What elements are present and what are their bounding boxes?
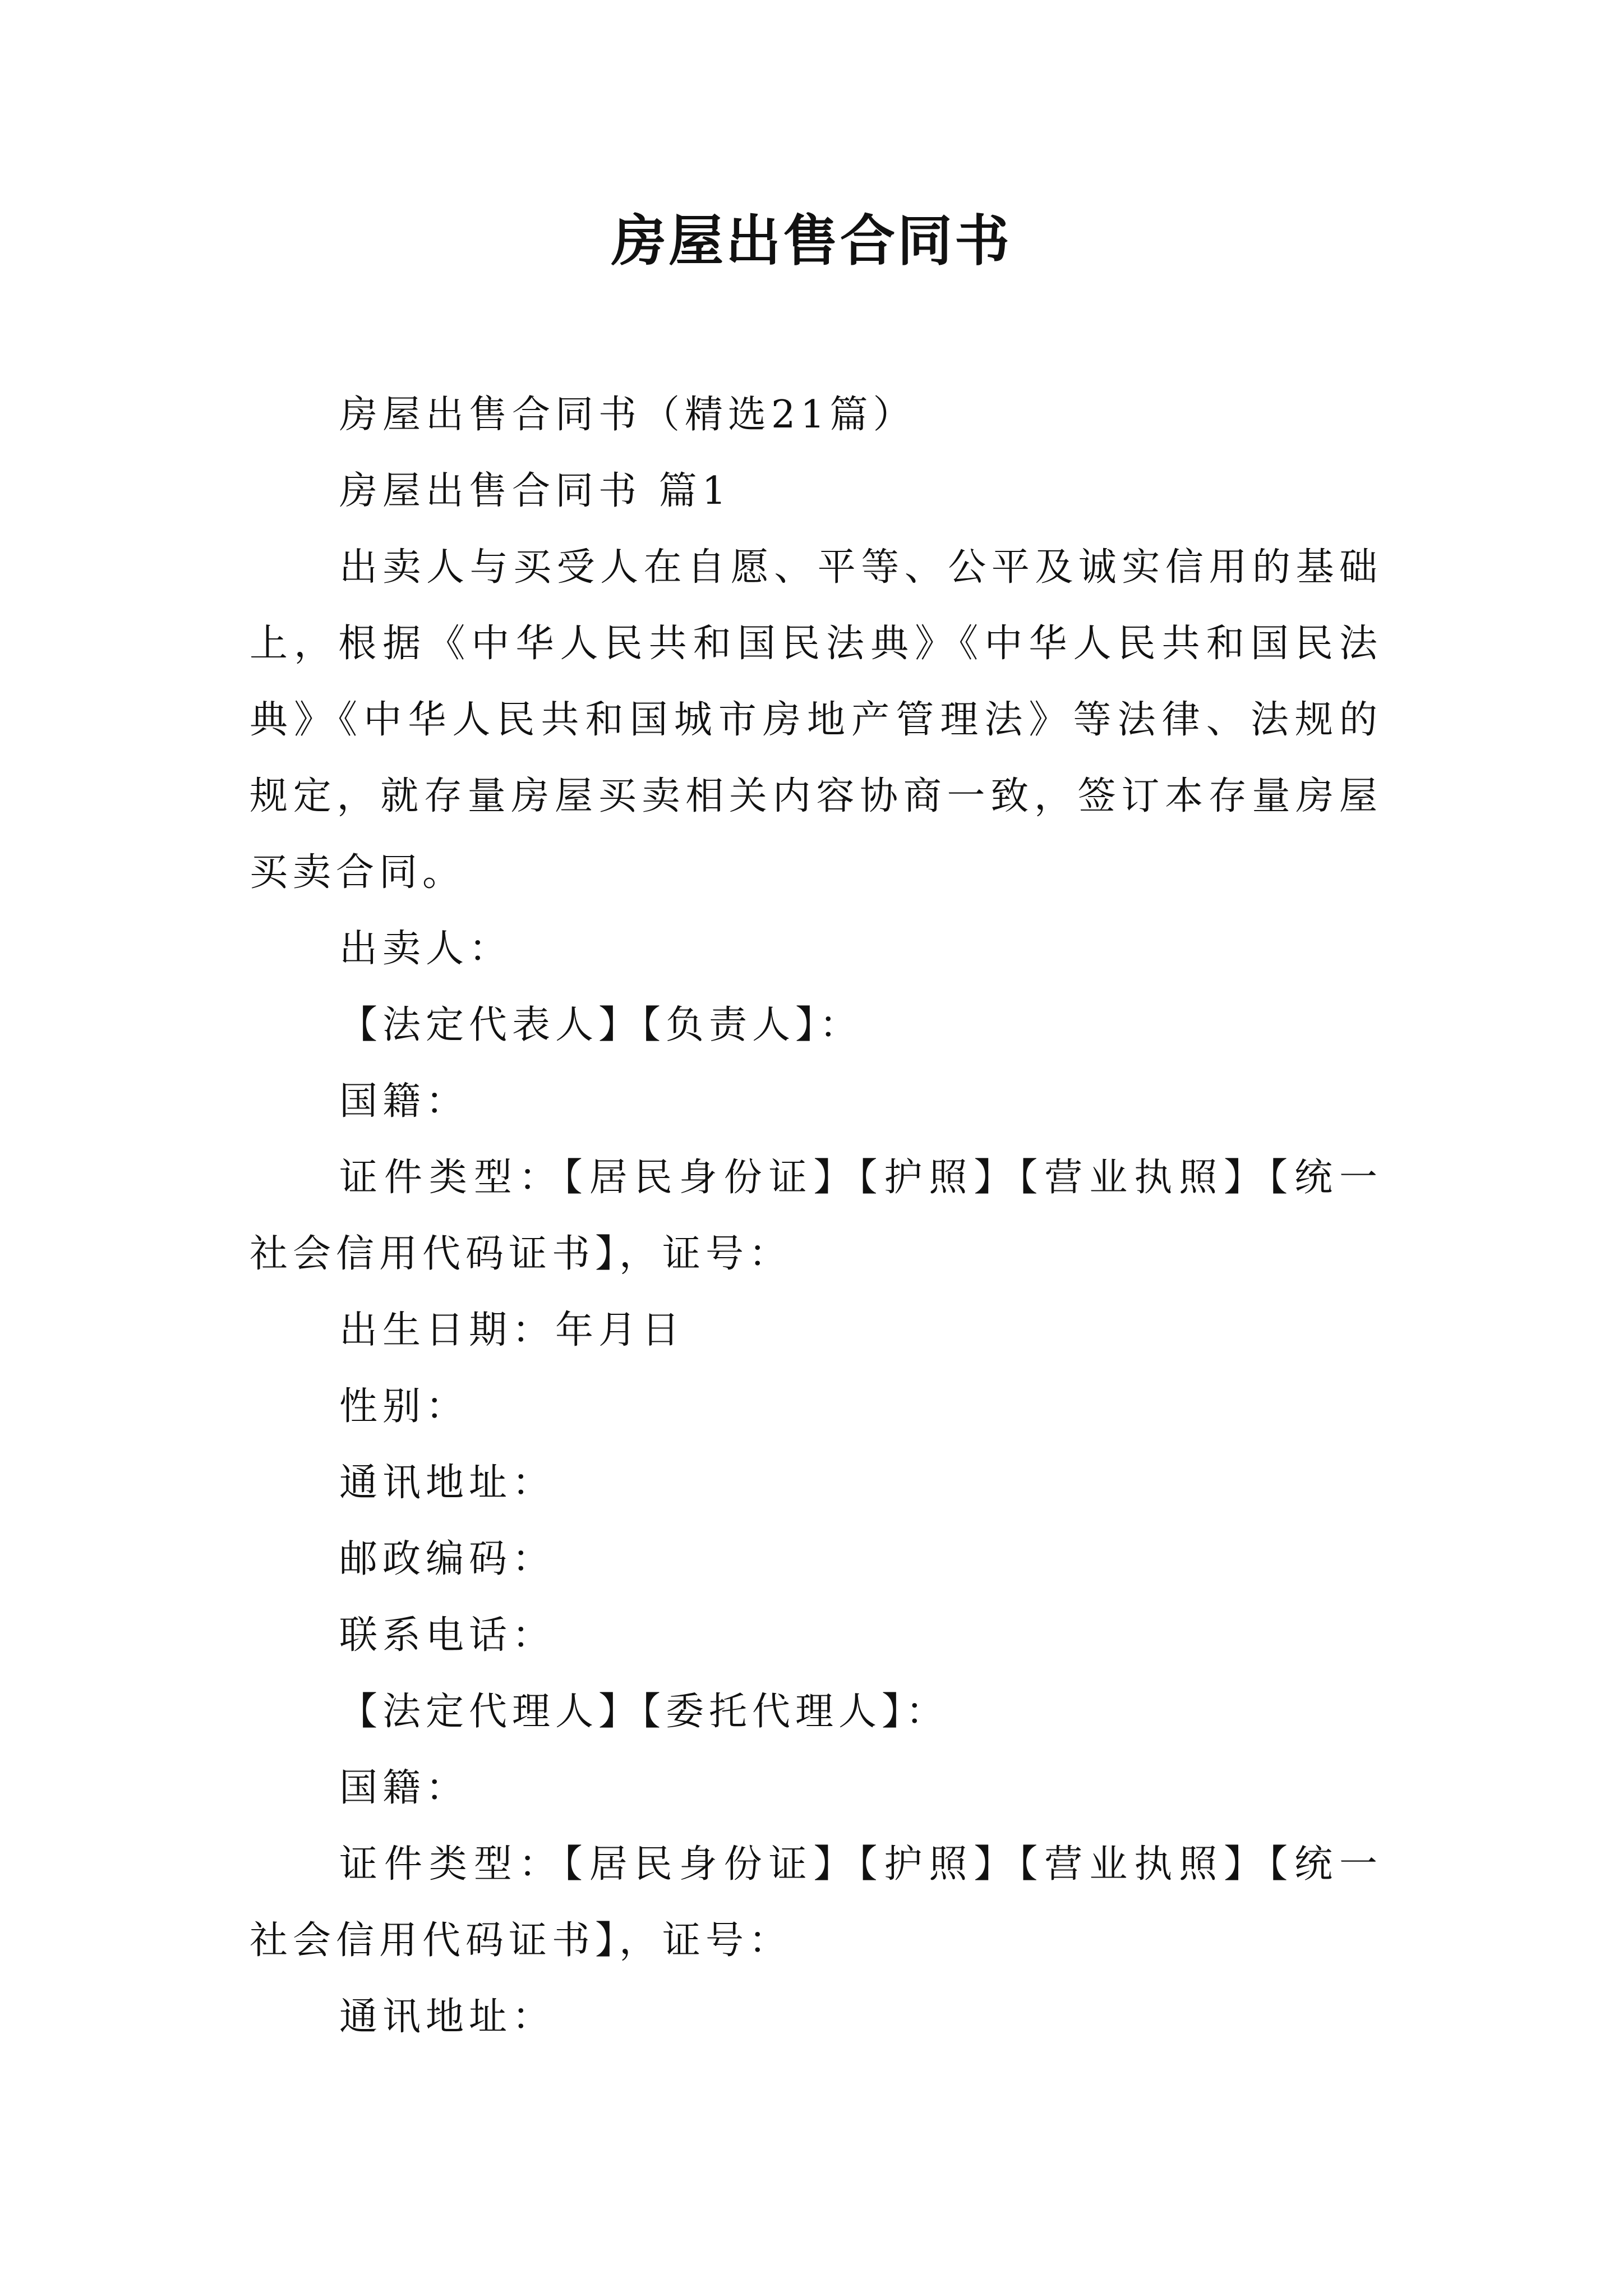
paragraph-preamble: 出卖人与买受人在自愿、平等、公平及诚实信用的基础上，根据《中华人民共和国民法典》《中华人民共和国民法典》《中华人民共和国城市房地产管理法》等法律、法规的规定，就存量房屋买卖相关内容协商一致，签订本存量房屋买卖合同。 — [250, 545, 1382, 895]
paragraph-section-heading: 房屋出售合同书 篇1 — [339, 469, 731, 513]
paragraph-id-type: 证件类型：【居民身份证】【护照】【营业执照】【统一社会信用代码证书】，证号： — [250, 1156, 1382, 1276]
document-body — [250, 377, 1382, 2055]
paragraph-phone: 联系电话： — [339, 1613, 556, 1658]
paragraph-legal-representative: 【法定代表人】【负责人】： — [339, 1003, 863, 1047]
paragraph-gender: 性别： — [339, 1384, 469, 1429]
paragraph-agent: 【法定代理人】【委托代理人】： — [339, 1690, 949, 1734]
paragraph-agent-nationality: 国籍： — [339, 1766, 469, 1810]
paragraph-birth-date: 出生日期：年月日 — [339, 1308, 685, 1352]
paragraph-agent-address: 通讯地址： — [339, 1995, 556, 2039]
paragraph-agent-id-type: 证件类型：【居民身份证】【护照】【营业执照】【统一社会信用代码证书】，证号： — [250, 1842, 1382, 1963]
paragraph-nationality: 国籍： — [339, 1079, 469, 1124]
paragraph-address: 通讯地址： — [339, 1461, 556, 1505]
document-title: 房屋出售合同书 — [611, 209, 1012, 273]
paragraph-postal-code: 邮政编码： — [339, 1537, 556, 1581]
paragraph-seller: 出卖人： — [339, 927, 513, 971]
paragraph-collection-heading: 房屋出售合同书（精选21篇） — [339, 393, 916, 437]
